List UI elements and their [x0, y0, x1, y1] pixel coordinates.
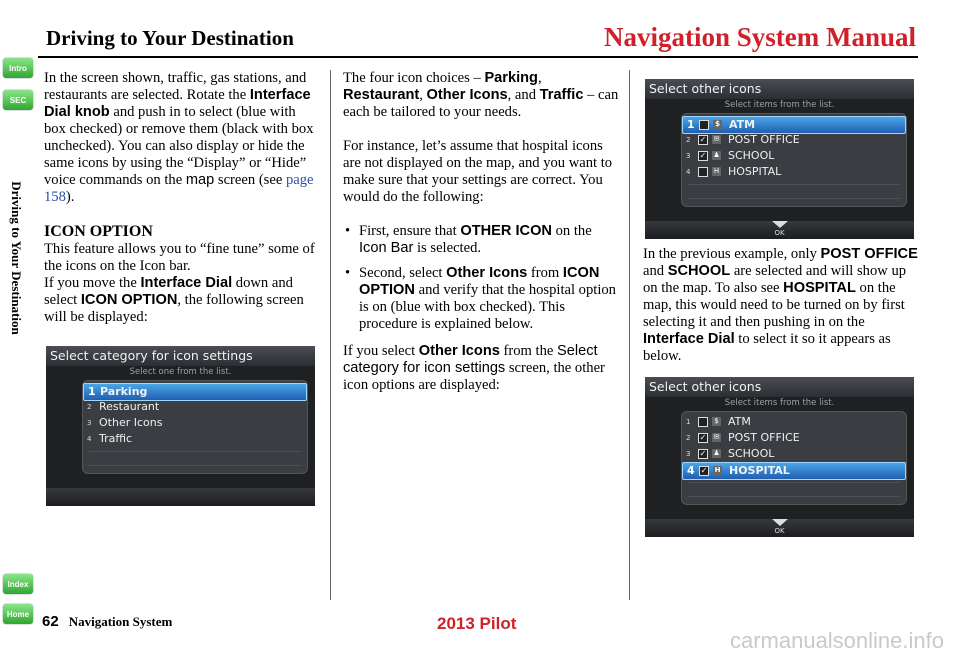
col3-paragraph-1: In the previous example, only POST OFFICE and SCHOOL are selected and will show up on the map. To also see HOSPITAL on the map, this would need to be turned on by first selecting it and then pushing in on the Interface Dial to select it so it appears as below.: [643, 246, 918, 364]
column-divider: [629, 70, 630, 600]
screen2-subtitle: Select items from the list.: [724, 100, 835, 110]
section-heading: ICON OPTION: [44, 223, 153, 240]
checkbox-unchecked[interactable]: [698, 417, 708, 427]
down-arrow-icon: [772, 221, 788, 228]
vertical-chapter-title: Driving to Your Destination: [9, 181, 24, 335]
screen1-title: Select category for icon settings: [46, 346, 315, 366]
screen-other-icons-2: [645, 377, 914, 537]
checkbox-checked[interactable]: ✓: [699, 433, 707, 442]
hospital-icon: H: [713, 167, 720, 175]
list-item[interactable]: 1 Parking: [83, 383, 307, 401]
list-item: • First, ensure that OTHER ICON on the Icon Bar is selected.: [343, 223, 619, 257]
side-title: [6, 110, 26, 410]
list-item[interactable]: 1 $ ATM: [686, 415, 751, 428]
list-item[interactable]: 2 ✓ ✉ POST OFFICE: [686, 133, 800, 146]
tab-sec[interactable]: SEC: [3, 90, 33, 110]
list-item[interactable]: 3 ✓ ♟ SCHOOL: [686, 447, 775, 460]
list-item[interactable]: 2 Restaurant: [87, 400, 160, 413]
checkbox-checked[interactable]: ✓: [699, 135, 707, 144]
checkbox-unchecked[interactable]: [698, 167, 708, 177]
hospital-icon: H: [714, 466, 721, 474]
ok-button[interactable]: OK: [772, 221, 788, 237]
screen-category: [46, 346, 315, 506]
steps-list: [343, 223, 619, 333]
page-number: 62: [42, 613, 59, 630]
list-item[interactable]: 3 Other Icons: [87, 416, 163, 429]
list-item: • Second, select Other Icons from ICON OPTION and verify that the hospital option is on (blue with box checked). This procedure is explained below.: [343, 265, 619, 333]
header-rule: [38, 56, 918, 58]
col1-paragraph-2: This feature allows you to “fine tune” some of the icons on the Icon bar. If you move the Interface Dial down and select ICON OPTION, the following screen will be displayed:: [44, 241, 315, 325]
footer-label: Navigation System: [68, 614, 173, 629]
atm-icon: $: [712, 417, 721, 426]
screen1-subtitle: Select one from the list.: [129, 367, 232, 377]
checkbox-checked[interactable]: ✓: [700, 466, 708, 475]
school-icon: ♟: [713, 449, 720, 457]
ok-button[interactable]: OK: [772, 519, 788, 535]
watermark: carmanualsonline.info: [729, 628, 944, 653]
down-arrow-icon: [772, 519, 788, 526]
checkbox-unchecked[interactable]: [699, 120, 709, 130]
manual-title: Navigation System Manual: [603, 22, 916, 52]
col2-paragraph-3: If you select Other Icons from the Select category for icon settings screen, the other icon options are displayed:: [343, 343, 605, 393]
tab-home[interactable]: Home: [3, 604, 33, 624]
tab-intro[interactable]: Intro: [3, 58, 33, 78]
page-link[interactable]: page 158: [44, 172, 314, 205]
footer: [42, 613, 172, 630]
list-item[interactable]: 2 ✓ ✉ POST OFFICE: [686, 431, 800, 444]
screen2-title: Select other icons: [645, 79, 914, 99]
list-item[interactable]: 4 H HOSPITAL: [686, 165, 782, 178]
post-office-icon: ✉: [713, 135, 720, 143]
col2-paragraph-2: For instance, let’s assume that hospital icons are not displayed on the map, and you want to make sure that your settings are correct. You would do the following:: [343, 138, 613, 205]
column-divider: [330, 70, 331, 600]
tab-index[interactable]: Index: [3, 574, 33, 594]
school-icon: ♟: [713, 151, 720, 159]
list-item[interactable]: 3 ✓ ♟ SCHOOL: [686, 149, 775, 162]
column-2: [343, 70, 619, 411]
model-label: 2013 Pilot: [437, 614, 517, 633]
list-item[interactable]: 4 Traffic: [87, 432, 133, 445]
col1-paragraph-1: In the screen shown, traffic, gas stations, and restaurants are selected. Rotate the Interface Dial knob and push in to select (blue with box checked) or remove them (black with box unchecked). You can also display or hide the same icons by using the “Display” or “Hide” voice commands on the map screen (see page 158).: [44, 70, 314, 205]
column-3: [643, 246, 919, 382]
screen3-subtitle: Select items from the list.: [724, 398, 835, 408]
header-title: Driving to Your Destination: [46, 26, 294, 50]
atm-icon: $: [713, 120, 722, 129]
post-office-icon: ✉: [713, 433, 720, 441]
column-1: [44, 70, 320, 343]
list-item[interactable]: 4 ✓ H HOSPITAL: [682, 462, 906, 480]
checkbox-checked[interactable]: ✓: [699, 151, 707, 160]
col2-paragraph-1: The four icon choices – Parking, Restaurant, Other Icons, and Traffic – can each be tailored to your needs.: [343, 70, 619, 120]
screen-other-icons-1: [645, 79, 914, 239]
checkbox-checked[interactable]: ✓: [699, 449, 707, 458]
screen3-title: Select other icons: [645, 377, 914, 397]
list-item[interactable]: 1 $ ATM: [682, 116, 906, 134]
